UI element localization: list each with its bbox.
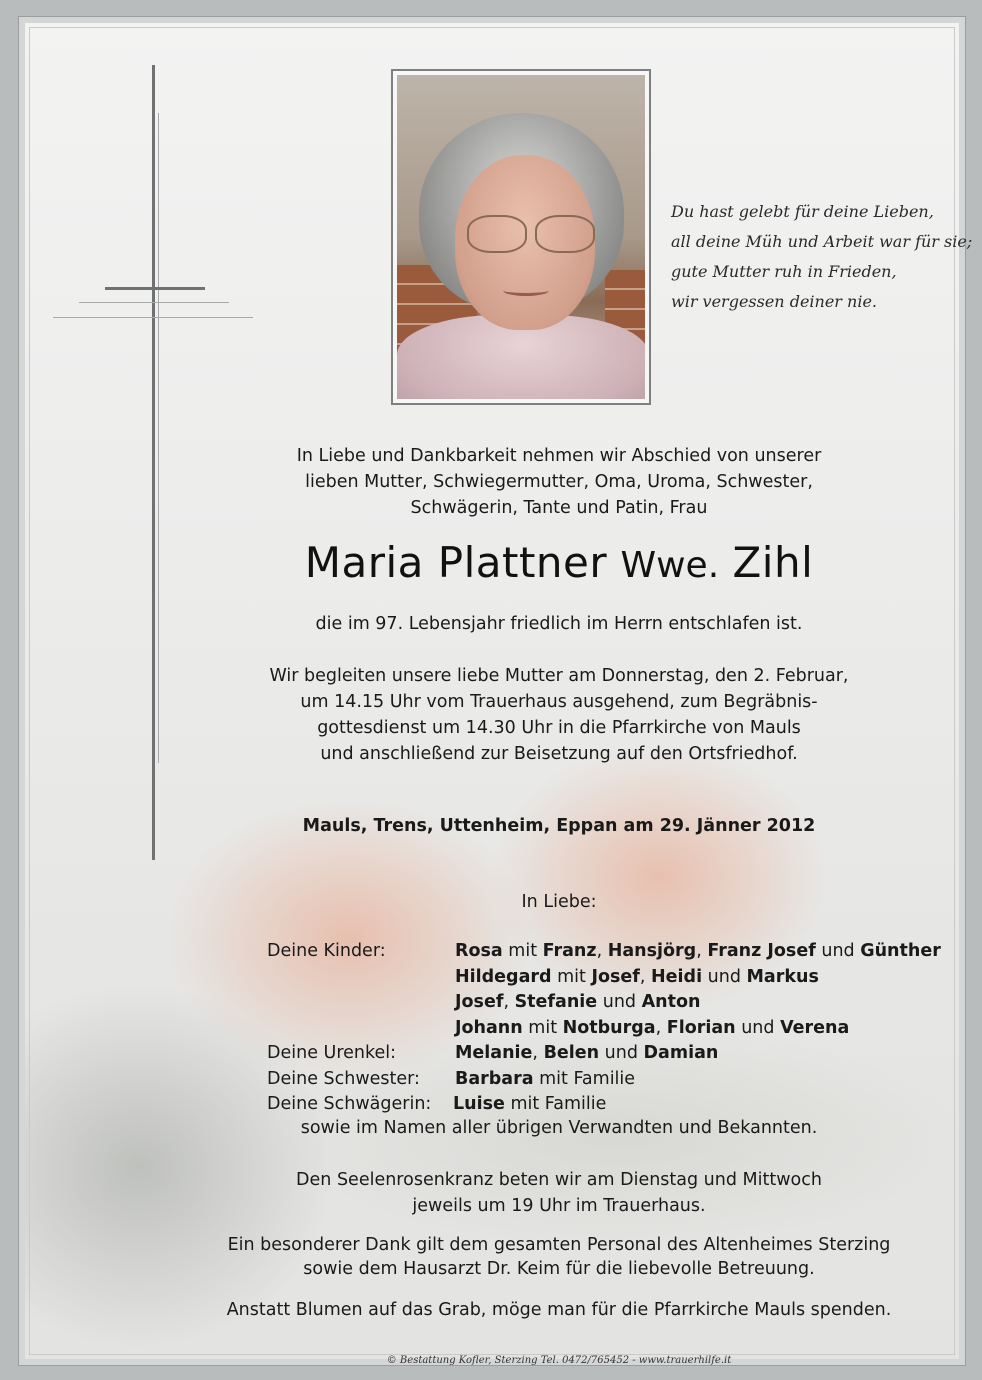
family-member-name: Rosa (455, 941, 503, 961)
family-row-urenkel: Deine Urenkel: Melanie, Belen und Damian (267, 1043, 719, 1063)
rosary-info: Den Seelenrosenkranz beten wir am Dienstag und Mittwoch jeweils um 19 Uhr im Trauerhaus. (296, 1170, 822, 1216)
name-suffix: Wwe. (620, 545, 720, 586)
family-row-schwester: Deine Schwester: Barbara mit Familie (267, 1068, 636, 1089)
family-member-name: Heidi (651, 966, 703, 987)
name-connector: , (503, 992, 515, 1012)
family-member-name: Johann (455, 1017, 523, 1038)
family-member-name: Josef (591, 966, 640, 987)
family-member-name: Hildegard (455, 966, 552, 987)
donation-note: Anstatt Blumen auf das Grab, möge man für die Pfarrkirche Mauls spenden. (226, 1300, 892, 1320)
family-member-name: Florian (666, 1017, 736, 1038)
family-row-kinder (267, 990, 941, 1016)
verse-line: all deine Müh und Arbeit war für sie; (671, 232, 973, 251)
portrait-photo (397, 75, 645, 399)
name-connector: mit (551, 966, 592, 987)
obituary-card (18, 16, 973, 1366)
family-member-name: Günther (860, 941, 941, 961)
cross-horizontal-bar (105, 287, 205, 290)
name-connector: , (696, 941, 708, 961)
place-and-date: Mauls, Trens, Uttenheim, Eppan am 29. Jänner 2012 (302, 816, 816, 836)
family-member-name: Stefanie (514, 992, 598, 1012)
memorial-verse (671, 197, 971, 317)
name-connector: und (597, 992, 642, 1012)
name-connector: , (532, 1043, 544, 1063)
cross-horizontal-line-long (53, 317, 253, 318)
name-connector: und (702, 966, 747, 987)
family-member-name: Barbara (455, 1068, 534, 1089)
family-row-schwaegerin: Deine Schwägerin: Luise mit Familie (267, 1094, 607, 1114)
family-member-name: Melanie (455, 1043, 533, 1063)
name-connector: mit (522, 1017, 563, 1038)
family-member-name: Verena (780, 1017, 850, 1038)
family-member-name: Damian (643, 1043, 719, 1063)
name-first: Maria Plattner (304, 538, 608, 587)
family-member-name: Anton (641, 992, 701, 1012)
thanks-note: Ein besonderer Dank gilt dem gesamten Personal des Altenheimes Sterzing sowie dem Hausarzt Dr. Keim für die liebevolle Betreuung. (227, 1235, 891, 1279)
name-connector: mit (502, 941, 543, 961)
cross-vertical-bar (152, 65, 155, 860)
verse-line: Du hast gelebt für deine Lieben, (671, 202, 934, 221)
family-member-name: Belen (543, 1043, 600, 1063)
verse-line: wir vergessen deiner nie. (671, 292, 878, 311)
family-member-name: Hansjörg (607, 941, 697, 961)
intro-text: In Liebe und Dankbarkeit nehmen wir Abschied von unserer lieben Mutter, Schwiegermutter, Oma, Uroma, Schwester, Schwägerin, Tante und Patin, Frau (296, 446, 822, 518)
family-member-name: Franz Josef (707, 941, 816, 961)
name-connector: und (815, 941, 861, 961)
death-statement: die im 97. Lebensjahr friedlich im Herrn entschlafen ist. (315, 614, 803, 634)
name-connector: , (639, 966, 652, 987)
family-member-name: Luise (453, 1094, 505, 1114)
family-row-kinder: Deine Kinder: Rosa mit Franz, Hansjörg, Franz Josef und Günther (267, 941, 941, 961)
family-row-kinder (267, 965, 941, 991)
family-member-name: Markus (746, 966, 819, 987)
name-connector: , (655, 1017, 667, 1038)
family-member-name: Notburga (562, 1017, 656, 1038)
name-connector: und (735, 1017, 781, 1038)
in-love-heading: In Liebe: (521, 892, 597, 912)
name-connector: , (596, 941, 608, 961)
family-row-kinder (267, 1016, 941, 1042)
name-maiden: Zihl (732, 538, 814, 587)
funeral-home-footer: © Bestattung Kofler, Sterzing Tel. 0472/765452 - www.trauerhilfe.it (386, 1355, 732, 1366)
family-member-name: Franz (542, 941, 597, 961)
relatives-statement: sowie im Namen aller übrigen Verwandten und Bekannten. (300, 1118, 818, 1138)
name-connector: mit Familie (504, 1094, 607, 1114)
verse-line: gute Mutter ruh in Frieden, (671, 262, 897, 281)
funeral-details: Wir begleiten unsere liebe Mutter am Donnerstag, den 2. Februar, um 14.15 Uhr vom Trauerhaus ausgehend, zum Begräbnis- gottesdienst um 14.30 Uhr in die Pfarrkirche von Mauls und anschließend zur Beisetzung auf den Ortsfriedhof. (269, 666, 849, 764)
portrait-frame (391, 69, 651, 405)
deceased-name (169, 533, 949, 596)
name-connector: und (599, 1043, 644, 1063)
cross-horizontal-line (79, 302, 229, 303)
name-connector: mit Familie (533, 1068, 636, 1089)
family-list (267, 939, 941, 1118)
family-member-name: Josef (455, 992, 504, 1012)
cross-vertical-line (158, 113, 159, 763)
